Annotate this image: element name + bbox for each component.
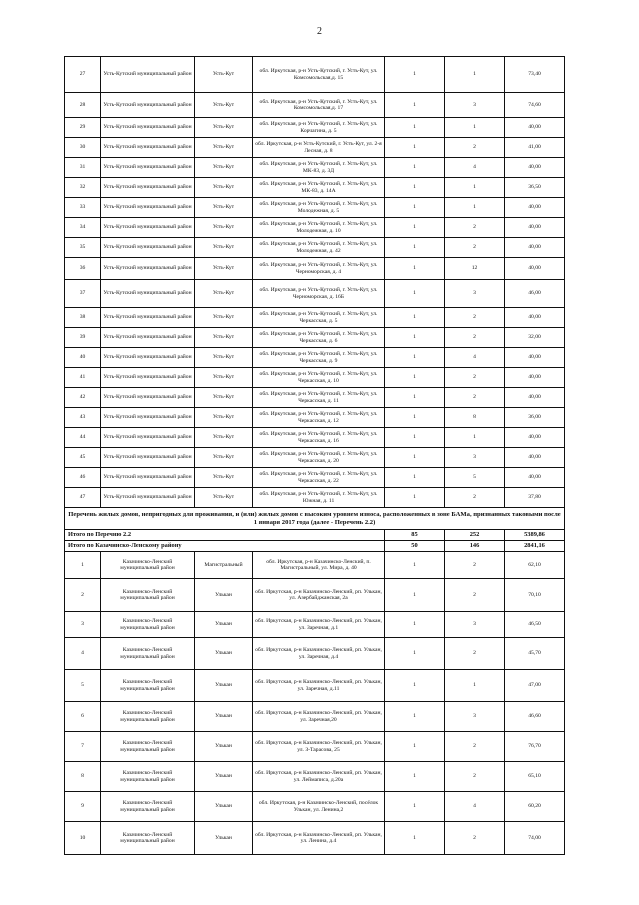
cell-district: Усть-Кутский муниципальный район bbox=[101, 178, 195, 198]
table-row bbox=[65, 408, 565, 428]
cell-address: обл. Иркутская, р-н Казачинско-Ленский, рп. Улькан, ул. Ленина, д.4 bbox=[253, 822, 385, 855]
cell-col-b: 12 bbox=[445, 258, 505, 280]
cell-col-a: 1 bbox=[385, 638, 445, 670]
cell-col-b: 3 bbox=[445, 448, 505, 468]
cell-address: обл. Иркутская, р-н Казачинско-Ленский, рп. Улькан, ул. Заречная,20 bbox=[253, 702, 385, 732]
table-row bbox=[65, 702, 565, 732]
cell-col-c: 36,50 bbox=[505, 178, 565, 198]
table-row bbox=[65, 468, 565, 488]
cell-col-b: 4 bbox=[445, 158, 505, 178]
cell-col-a: 1 bbox=[385, 792, 445, 822]
cell-address: обл. Иркутская, р-н Усть-Кутский, г. Усть-Кут, ул. Черкасская, д. 16 bbox=[253, 428, 385, 448]
cell-col-c: 47,00 bbox=[505, 670, 565, 702]
table-row bbox=[65, 158, 565, 178]
cell-number: 2 bbox=[65, 579, 101, 612]
cell-number: 40 bbox=[65, 348, 101, 368]
cell-col-a: 1 bbox=[385, 218, 445, 238]
cell-col-a: 1 bbox=[385, 280, 445, 308]
cell-locality: Усть-Кут bbox=[195, 408, 253, 428]
table-row bbox=[65, 308, 565, 328]
cell-address: обл. Иркутская, р-н Усть-Кутский, г. Усть-Кут, ул. МК-83, д. 14А bbox=[253, 178, 385, 198]
cell-district: Казачинско-Ленский муниципальный район bbox=[101, 702, 195, 732]
cell-locality: Усть-Кут bbox=[195, 118, 253, 138]
cell-address: обл. Иркутская, р-н Усть-Кутский, г. Усть-Кут, ул. Черкасская, д. 12 bbox=[253, 408, 385, 428]
cell-number: 35 bbox=[65, 238, 101, 258]
cell-col-c: 46,50 bbox=[505, 612, 565, 638]
cell-locality: Улькан bbox=[195, 702, 253, 732]
cell-col-a: 1 bbox=[385, 579, 445, 612]
cell-district: Казачинско-Ленский муниципальный район bbox=[101, 612, 195, 638]
total-label: Итого по Перечню 2.2 bbox=[65, 530, 385, 541]
table-row bbox=[65, 328, 565, 348]
table-row bbox=[65, 280, 565, 308]
cell-address: обл. Иркутская, р-н Усть-Кутский, г. Усть-Кут, ул. Черкасская, д. 9 bbox=[253, 348, 385, 368]
cell-number: 10 bbox=[65, 822, 101, 855]
table-row bbox=[65, 388, 565, 408]
table-row bbox=[65, 178, 565, 198]
cell-number: 45 bbox=[65, 448, 101, 468]
cell-number: 33 bbox=[65, 198, 101, 218]
cell-address: обл. Иркутская, р-н Усть-Кутский, г. Усть-Кут, ул. Молодежная, д. 42 bbox=[253, 238, 385, 258]
table-row bbox=[65, 822, 565, 855]
cell-district: Казачинско-Ленский муниципальный район bbox=[101, 638, 195, 670]
cell-col-b: 4 bbox=[445, 792, 505, 822]
cell-col-b: 4 bbox=[445, 348, 505, 368]
cell-col-b: 2 bbox=[445, 552, 505, 579]
cell-col-c: 40,00 bbox=[505, 218, 565, 238]
cell-col-b: 2 bbox=[445, 368, 505, 388]
cell-number: 32 bbox=[65, 178, 101, 198]
cell-number: 44 bbox=[65, 428, 101, 448]
table-row bbox=[65, 792, 565, 822]
cell-col-a: 1 bbox=[385, 732, 445, 762]
cell-district: Казачинско-Ленский муниципальный район bbox=[101, 822, 195, 855]
cell-col-c: 40,00 bbox=[505, 368, 565, 388]
cell-district: Усть-Кутский муниципальный район bbox=[101, 258, 195, 280]
cell-col-a: 1 bbox=[385, 552, 445, 579]
cell-col-a: 1 bbox=[385, 308, 445, 328]
cell-col-a: 1 bbox=[385, 468, 445, 488]
section-title: Перечень жилых домов, непригодных для проживания, и (или) жилых домов с высоким уровнем износа, расположенных в зоне БАМа, признанных таковыми после 1 января 2017 года (далее - Перечень 2.2) bbox=[65, 508, 565, 530]
cell-locality: Усть-Кут bbox=[195, 218, 253, 238]
cell-locality: Улькан bbox=[195, 732, 253, 762]
cell-col-c: 74,60 bbox=[505, 93, 565, 118]
cell-locality: Усть-Кут bbox=[195, 388, 253, 408]
cell-number: 8 bbox=[65, 762, 101, 792]
cell-col-c: 40,00 bbox=[505, 238, 565, 258]
cell-col-a: 1 bbox=[385, 822, 445, 855]
table-row bbox=[65, 488, 565, 508]
cell-col-b: 5 bbox=[445, 468, 505, 488]
cell-col-c: 74,00 bbox=[505, 822, 565, 855]
cell-col-b: 1 bbox=[445, 670, 505, 702]
cell-address: обл. Иркутская, р-н Усть-Кутский, г. Усть-Кут, ул. Черноморская, д. 4 bbox=[253, 258, 385, 280]
cell-number: 1 bbox=[65, 552, 101, 579]
cell-locality: Усть-Кут bbox=[195, 178, 253, 198]
cell-col-c: 46,00 bbox=[505, 280, 565, 308]
cell-district: Усть-Кутский муниципальный район bbox=[101, 308, 195, 328]
cell-district: Усть-Кутский муниципальный район bbox=[101, 198, 195, 218]
cell-address: обл. Иркутская, р-н Усть-Кутский, г. Усть-Кут, ул. Южная, д. 11 bbox=[253, 488, 385, 508]
cell-col-b: 2 bbox=[445, 218, 505, 238]
total-c: 2841,16 bbox=[505, 541, 565, 552]
table-row bbox=[65, 138, 565, 158]
cell-address: обл. Иркутская, р-н Усть-Кутский, г. Усть-Кут, ул. Черкасская, д. 5 bbox=[253, 308, 385, 328]
cell-col-a: 1 bbox=[385, 178, 445, 198]
cell-col-b: 2 bbox=[445, 488, 505, 508]
table-row bbox=[65, 258, 565, 280]
total-row bbox=[65, 530, 565, 541]
cell-col-c: 65,10 bbox=[505, 762, 565, 792]
cell-number: 6 bbox=[65, 702, 101, 732]
cell-locality: Улькан bbox=[195, 792, 253, 822]
cell-locality: Усть-Кут bbox=[195, 138, 253, 158]
cell-col-a: 1 bbox=[385, 670, 445, 702]
totals bbox=[65, 530, 565, 552]
total-label: Итого по Казачинско-Ленскому району bbox=[65, 541, 385, 552]
section-title-row bbox=[65, 508, 565, 530]
cell-district: Усть-Кутский муниципальный район bbox=[101, 158, 195, 178]
cell-col-c: 40,00 bbox=[505, 198, 565, 218]
cell-col-a: 1 bbox=[385, 118, 445, 138]
cell-district: Усть-Кутский муниципальный район bbox=[101, 118, 195, 138]
cell-district: Казачинско-Ленский муниципальный район bbox=[101, 792, 195, 822]
cell-col-c: 40,00 bbox=[505, 348, 565, 368]
cell-col-c: 62,10 bbox=[505, 552, 565, 579]
cell-district: Казачинско-Ленский муниципальный район bbox=[101, 579, 195, 612]
cell-address: обл. Иркутская, р-н Усть-Кутский, г. Усть-Кут, ул. Черноморская, д. 16Б bbox=[253, 280, 385, 308]
cell-col-b: 2 bbox=[445, 762, 505, 792]
table-body-top bbox=[65, 57, 565, 508]
table-row bbox=[65, 238, 565, 258]
cell-col-b: 3 bbox=[445, 280, 505, 308]
cell-col-c: 76,70 bbox=[505, 732, 565, 762]
cell-number: 30 bbox=[65, 138, 101, 158]
cell-locality: Магистральный bbox=[195, 552, 253, 579]
cell-col-b: 2 bbox=[445, 638, 505, 670]
cell-col-c: 37,80 bbox=[505, 488, 565, 508]
cell-address: обл. Иркутская, р-н Усть-Кутский, г. Усть-Кут, ул. Черкасская, д. 10 bbox=[253, 368, 385, 388]
cell-col-c: 40,00 bbox=[505, 308, 565, 328]
cell-col-b: 2 bbox=[445, 822, 505, 855]
cell-col-c: 40,00 bbox=[505, 388, 565, 408]
cell-locality: Улькан bbox=[195, 579, 253, 612]
cell-address: обл. Иркутская, р-н Казачинско-Ленский, рп. Улькан, ул. Азербайджанская, 2а bbox=[253, 579, 385, 612]
cell-address: обл. Иркутская, р-н Казачинско-Ленский, п. Магистральный, ул. Мира, д. 40 bbox=[253, 552, 385, 579]
cell-number: 7 bbox=[65, 732, 101, 762]
cell-district: Усть-Кутский муниципальный район bbox=[101, 138, 195, 158]
cell-col-b: 3 bbox=[445, 93, 505, 118]
cell-district: Усть-Кутский муниципальный район bbox=[101, 388, 195, 408]
cell-locality: Усть-Кут bbox=[195, 468, 253, 488]
cell-number: 46 bbox=[65, 468, 101, 488]
cell-address: обл. Иркутская, р-н Усть-Кутский, г. Усть-Кут, ул. Черкасская, д. 22 bbox=[253, 468, 385, 488]
cell-number: 5 bbox=[65, 670, 101, 702]
cell-number: 42 bbox=[65, 388, 101, 408]
cell-col-c: 40,00 bbox=[505, 448, 565, 468]
cell-district: Усть-Кутский муниципальный район bbox=[101, 488, 195, 508]
cell-number: 28 bbox=[65, 93, 101, 118]
cell-locality: Улькан bbox=[195, 670, 253, 702]
cell-col-c: 40,00 bbox=[505, 468, 565, 488]
cell-address: обл. Иркутская, р-н Усть-Кутский, г. Усть-Кут, ул. Черкасская, д. 6 bbox=[253, 328, 385, 348]
table-row bbox=[65, 638, 565, 670]
cell-col-a: 1 bbox=[385, 408, 445, 428]
cell-number: 9 bbox=[65, 792, 101, 822]
cell-number: 34 bbox=[65, 218, 101, 238]
total-row bbox=[65, 541, 565, 552]
cell-number: 36 bbox=[65, 258, 101, 280]
cell-number: 43 bbox=[65, 408, 101, 428]
cell-col-a: 1 bbox=[385, 368, 445, 388]
cell-district: Усть-Кутский муниципальный район bbox=[101, 468, 195, 488]
cell-col-b: 3 bbox=[445, 612, 505, 638]
cell-col-b: 1 bbox=[445, 57, 505, 93]
cell-col-b: 2 bbox=[445, 579, 505, 612]
cell-number: 41 bbox=[65, 368, 101, 388]
cell-locality: Усть-Кут bbox=[195, 280, 253, 308]
cell-address: обл. Иркутская, р-н Усть-Кутский, г. Усть-Кут, ул. Молодежная, д. 5 bbox=[253, 198, 385, 218]
cell-col-c: 36,00 bbox=[505, 408, 565, 428]
cell-col-c: 40,00 bbox=[505, 118, 565, 138]
cell-col-c: 40,00 bbox=[505, 158, 565, 178]
cell-district: Усть-Кутский муниципальный район bbox=[101, 428, 195, 448]
table-row bbox=[65, 118, 565, 138]
section-header bbox=[65, 508, 565, 530]
cell-address: обл. Иркутская, р-н Казачинско-Ленский, посёлок Улькан, ул. Ленина,2 bbox=[253, 792, 385, 822]
cell-col-b: 8 bbox=[445, 408, 505, 428]
cell-locality: Усть-Кут bbox=[195, 348, 253, 368]
cell-number: 47 bbox=[65, 488, 101, 508]
cell-district: Усть-Кутский муниципальный район bbox=[101, 57, 195, 93]
table-row bbox=[65, 348, 565, 368]
cell-col-c: 60,20 bbox=[505, 792, 565, 822]
table-body-bottom bbox=[65, 552, 565, 855]
cell-col-a: 1 bbox=[385, 612, 445, 638]
cell-locality: Усть-Кут bbox=[195, 238, 253, 258]
cell-col-c: 46,60 bbox=[505, 702, 565, 732]
cell-address: обл. Иркутская, р-н Казачинско-Ленский, рп. Улькан, ул. Заречная, д.11 bbox=[253, 670, 385, 702]
cell-locality: Усть-Кут bbox=[195, 93, 253, 118]
cell-col-c: 41,00 bbox=[505, 138, 565, 158]
cell-locality: Усть-Кут bbox=[195, 158, 253, 178]
cell-col-a: 1 bbox=[385, 702, 445, 732]
cell-address: обл. Иркутская, р-н Усть-Кутский, г. Усть-Кут, ул. Молодежная, д. 10 bbox=[253, 218, 385, 238]
cell-district: Казачинско-Ленский муниципальный район bbox=[101, 552, 195, 579]
cell-col-c: 40,00 bbox=[505, 428, 565, 448]
cell-locality: Улькан bbox=[195, 638, 253, 670]
cell-district: Усть-Кутский муниципальный район bbox=[101, 280, 195, 308]
cell-locality: Усть-Кут bbox=[195, 428, 253, 448]
total-b: 146 bbox=[445, 541, 505, 552]
cell-locality: Усть-Кут bbox=[195, 488, 253, 508]
table-row bbox=[65, 218, 565, 238]
cell-district: Усть-Кутский муниципальный район bbox=[101, 238, 195, 258]
table-row bbox=[65, 198, 565, 218]
cell-col-a: 1 bbox=[385, 388, 445, 408]
cell-col-a: 1 bbox=[385, 57, 445, 93]
table-row bbox=[65, 428, 565, 448]
cell-col-a: 1 bbox=[385, 488, 445, 508]
cell-address: обл. Иркутская, р-н Усть-Кутский, г. Усть-Кут, ул. Комсомольская,д. 17 bbox=[253, 93, 385, 118]
cell-col-c: 45,70 bbox=[505, 638, 565, 670]
cell-col-b: 1 bbox=[445, 178, 505, 198]
cell-col-a: 1 bbox=[385, 158, 445, 178]
cell-col-b: 2 bbox=[445, 138, 505, 158]
cell-address: обл. Иркутская, р-н Усть-Кутский, г. Усть-Кут, ул. Черкасская, д. 11 bbox=[253, 388, 385, 408]
cell-address: обл. Иркутская, р-н Казачинско-Ленский, рп. Улькан, ул. Леймаписа, д.20а bbox=[253, 762, 385, 792]
cell-district: Усть-Кутский муниципальный район bbox=[101, 368, 195, 388]
total-a: 50 bbox=[385, 541, 445, 552]
cell-locality: Усть-Кут bbox=[195, 308, 253, 328]
cell-locality: Усть-Кут bbox=[195, 57, 253, 93]
cell-district: Усть-Кутский муниципальный район bbox=[101, 93, 195, 118]
cell-district: Усть-Кутский муниципальный район bbox=[101, 348, 195, 368]
cell-district: Усть-Кутский муниципальный район bbox=[101, 218, 195, 238]
cell-number: 31 bbox=[65, 158, 101, 178]
total-c: 5389,86 bbox=[505, 530, 565, 541]
cell-col-a: 1 bbox=[385, 762, 445, 792]
cell-col-c: 73,40 bbox=[505, 57, 565, 93]
cell-locality: Улькан bbox=[195, 762, 253, 792]
cell-col-b: 2 bbox=[445, 328, 505, 348]
cell-col-a: 1 bbox=[385, 198, 445, 218]
cell-locality: Усть-Кут bbox=[195, 258, 253, 280]
cell-address: обл. Иркутская, р-н Усть-Кутский, г. Усть-Кут, ул. 2-я Лесная, д. 8 bbox=[253, 138, 385, 158]
cell-col-a: 1 bbox=[385, 258, 445, 280]
cell-locality: Усть-Кут bbox=[195, 368, 253, 388]
cell-col-b: 1 bbox=[445, 198, 505, 218]
cell-col-b: 2 bbox=[445, 388, 505, 408]
cell-col-a: 1 bbox=[385, 93, 445, 118]
cell-col-b: 1 bbox=[445, 428, 505, 448]
cell-col-a: 1 bbox=[385, 448, 445, 468]
cell-locality: Усть-Кут bbox=[195, 328, 253, 348]
table-row bbox=[65, 670, 565, 702]
cell-number: 37 bbox=[65, 280, 101, 308]
page-number: 2 bbox=[317, 26, 322, 37]
cell-district: Казачинско-Ленский муниципальный район bbox=[101, 762, 195, 792]
cell-district: Усть-Кутский муниципальный район bbox=[101, 328, 195, 348]
cell-col-b: 2 bbox=[445, 238, 505, 258]
cell-district: Казачинско-Ленский муниципальный район bbox=[101, 732, 195, 762]
cell-number: 4 bbox=[65, 638, 101, 670]
cell-col-a: 1 bbox=[385, 328, 445, 348]
cell-district: Усть-Кутский муниципальный район bbox=[101, 408, 195, 428]
cell-district: Усть-Кутский муниципальный район bbox=[101, 448, 195, 468]
cell-col-b: 2 bbox=[445, 308, 505, 328]
total-b: 252 bbox=[445, 530, 505, 541]
table-row bbox=[65, 762, 565, 792]
cell-address: обл. Иркутская, р-н Казачинско-Ленский, рп. Улькан, ул. Заречная, д.1 bbox=[253, 612, 385, 638]
table-row bbox=[65, 448, 565, 468]
total-a: 85 bbox=[385, 530, 445, 541]
cell-col-a: 1 bbox=[385, 138, 445, 158]
table-row bbox=[65, 732, 565, 762]
table-row bbox=[65, 57, 565, 93]
cell-number: 39 bbox=[65, 328, 101, 348]
table-row bbox=[65, 579, 565, 612]
table-row bbox=[65, 612, 565, 638]
cell-col-c: 70,10 bbox=[505, 579, 565, 612]
cell-address: обл. Иркутская, р-н Казачинско-Ленский, рп. Улькан, ул. Заречная, д.4 bbox=[253, 638, 385, 670]
cell-col-b: 1 bbox=[445, 118, 505, 138]
cell-number: 38 bbox=[65, 308, 101, 328]
cell-col-b: 3 bbox=[445, 702, 505, 732]
cell-locality: Усть-Кут bbox=[195, 198, 253, 218]
cell-address: обл. Иркутская, р-н Усть-Кутский, г. Усть-Кут, ул. Черкасская, д. 20 bbox=[253, 448, 385, 468]
cell-col-a: 1 bbox=[385, 348, 445, 368]
cell-district: Казачинско-Ленский муниципальный район bbox=[101, 670, 195, 702]
cell-address: обл. Иркутская, р-н Казачинско-Ленский, рп. Улькан, ул. З-Тарасова, 25 bbox=[253, 732, 385, 762]
cell-number: 27 bbox=[65, 57, 101, 93]
cell-address: обл. Иркутская, р-н Усть-Кутский, г. Усть-Кут, ул. МК-83, д. 3Д bbox=[253, 158, 385, 178]
housing-table bbox=[64, 56, 565, 855]
cell-col-b: 2 bbox=[445, 732, 505, 762]
cell-address: обл. Иркутская, р-н Усть-Кутский, г. Усть-Кут, ул. Корчагина, д. 5 bbox=[253, 118, 385, 138]
cell-col-a: 1 bbox=[385, 238, 445, 258]
cell-number: 29 bbox=[65, 118, 101, 138]
cell-locality: Улькан bbox=[195, 822, 253, 855]
cell-address: обл. Иркутская, р-н Усть-Кутский, г. Усть-Кут, ул. Комсомольская,д. 15 bbox=[253, 57, 385, 93]
table-row bbox=[65, 552, 565, 579]
cell-locality: Усть-Кут bbox=[195, 448, 253, 468]
table-row bbox=[65, 93, 565, 118]
table-row bbox=[65, 368, 565, 388]
cell-locality: Улькан bbox=[195, 612, 253, 638]
cell-number: 3 bbox=[65, 612, 101, 638]
cell-col-a: 1 bbox=[385, 428, 445, 448]
cell-col-c: 32,00 bbox=[505, 328, 565, 348]
cell-col-c: 40,00 bbox=[505, 258, 565, 280]
